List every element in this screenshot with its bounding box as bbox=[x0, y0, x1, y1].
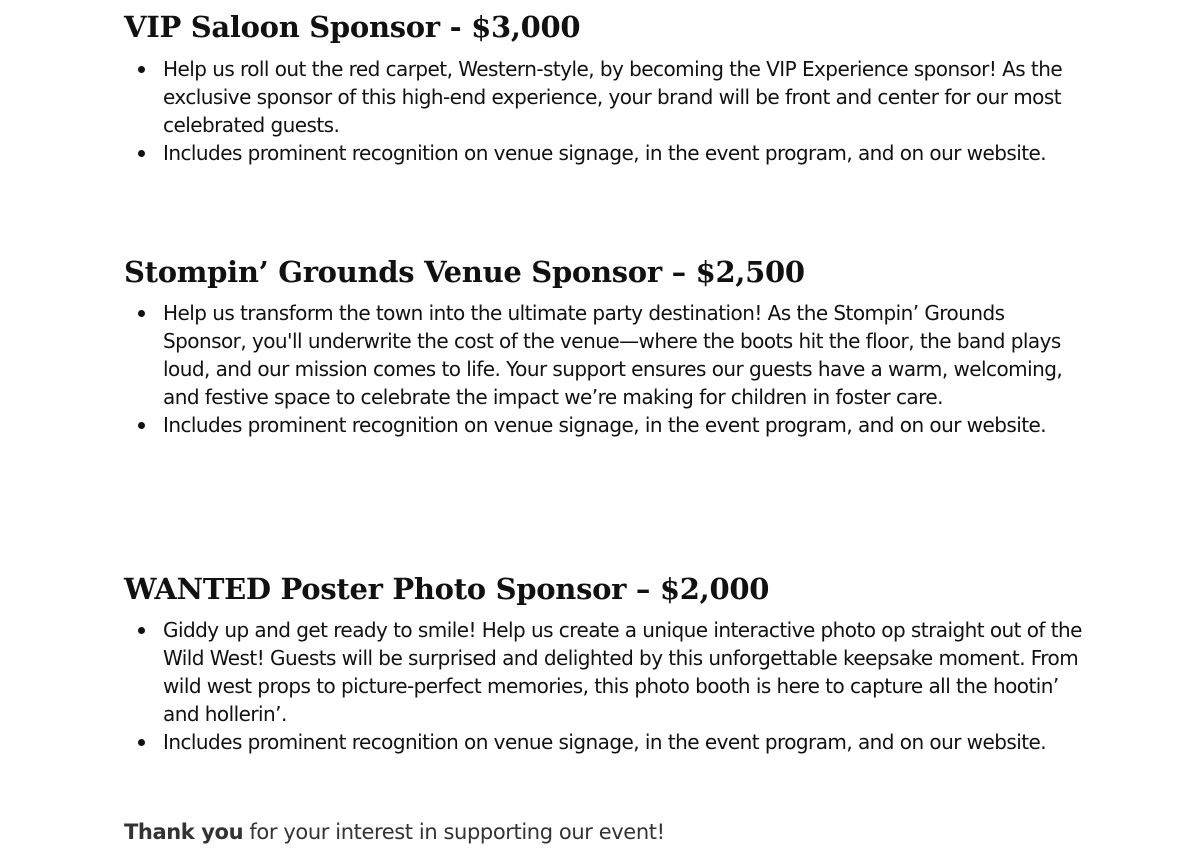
bullet-icon bbox=[138, 66, 145, 73]
sponsor-heading: Stompin’ Grounds Venue Sponsor – $2,500 bbox=[124, 255, 805, 289]
bullet-icon bbox=[138, 739, 145, 746]
bullet-icon bbox=[138, 422, 145, 429]
list-item bbox=[124, 616, 1084, 728]
closing-text: for your interest in supporting our event! bbox=[243, 820, 665, 844]
sponsor-bullet-list bbox=[124, 55, 1084, 167]
sponsor-heading: WANTED Poster Photo Sponsor – $2,000 bbox=[124, 572, 770, 606]
bullet-text: Includes prominent recognition on venue signage, in the event program, and on our website. bbox=[163, 730, 1047, 754]
bullet-text: Help us roll out the red carpet, Western-style, by becoming the VIP Experience sponsor! As the exclusive sponsor of this high-end experience, your brand will be front and center for our most celebrated guests. bbox=[163, 57, 1063, 137]
list-item bbox=[124, 299, 1084, 411]
bullet-text: Help us transform the town into the ultimate party destination! As the Stompin’ Grounds Sponsor, you'll underwrite the cost of the venue—where the boots hit the floor, the band plays loud, and our mission comes to life. Your support ensures our guests have a warm, welcoming, and festive space to celebrate the impact we’re making for children in foster care. bbox=[163, 301, 1063, 409]
sponsor-section-stompin-grounds bbox=[124, 254, 1084, 439]
sponsor-section-wanted-poster bbox=[124, 571, 1084, 756]
sponsor-bullet-list bbox=[124, 299, 1084, 439]
list-item bbox=[124, 728, 1084, 756]
sponsor-heading: VIP Saloon Sponsor - $3,000 bbox=[124, 10, 581, 44]
closing-bold-text: Thank you bbox=[124, 820, 244, 844]
bullet-icon bbox=[138, 150, 145, 157]
list-item bbox=[124, 55, 1084, 139]
sponsor-bullet-list bbox=[124, 616, 1084, 756]
bullet-text: Includes prominent recognition on venue signage, in the event program, and on our website. bbox=[163, 141, 1047, 165]
sponsor-section-vip-saloon bbox=[124, 9, 1084, 167]
bullet-text: Includes prominent recognition on venue signage, in the event program, and on our website. bbox=[163, 413, 1047, 437]
bullet-icon bbox=[138, 310, 145, 317]
list-item bbox=[124, 411, 1084, 439]
list-item bbox=[124, 139, 1084, 167]
bullet-text: Giddy up and get ready to smile! Help us create a unique interactive photo op straight out of the Wild West! Guests will be surprised and delighted by this unforgettable keepsake moment. From wild west props to picture-perfect memories, this photo booth is here to capture all the hootin’ and hollerin’. bbox=[163, 618, 1082, 726]
closing-message bbox=[124, 817, 665, 847]
bullet-icon bbox=[138, 627, 145, 634]
